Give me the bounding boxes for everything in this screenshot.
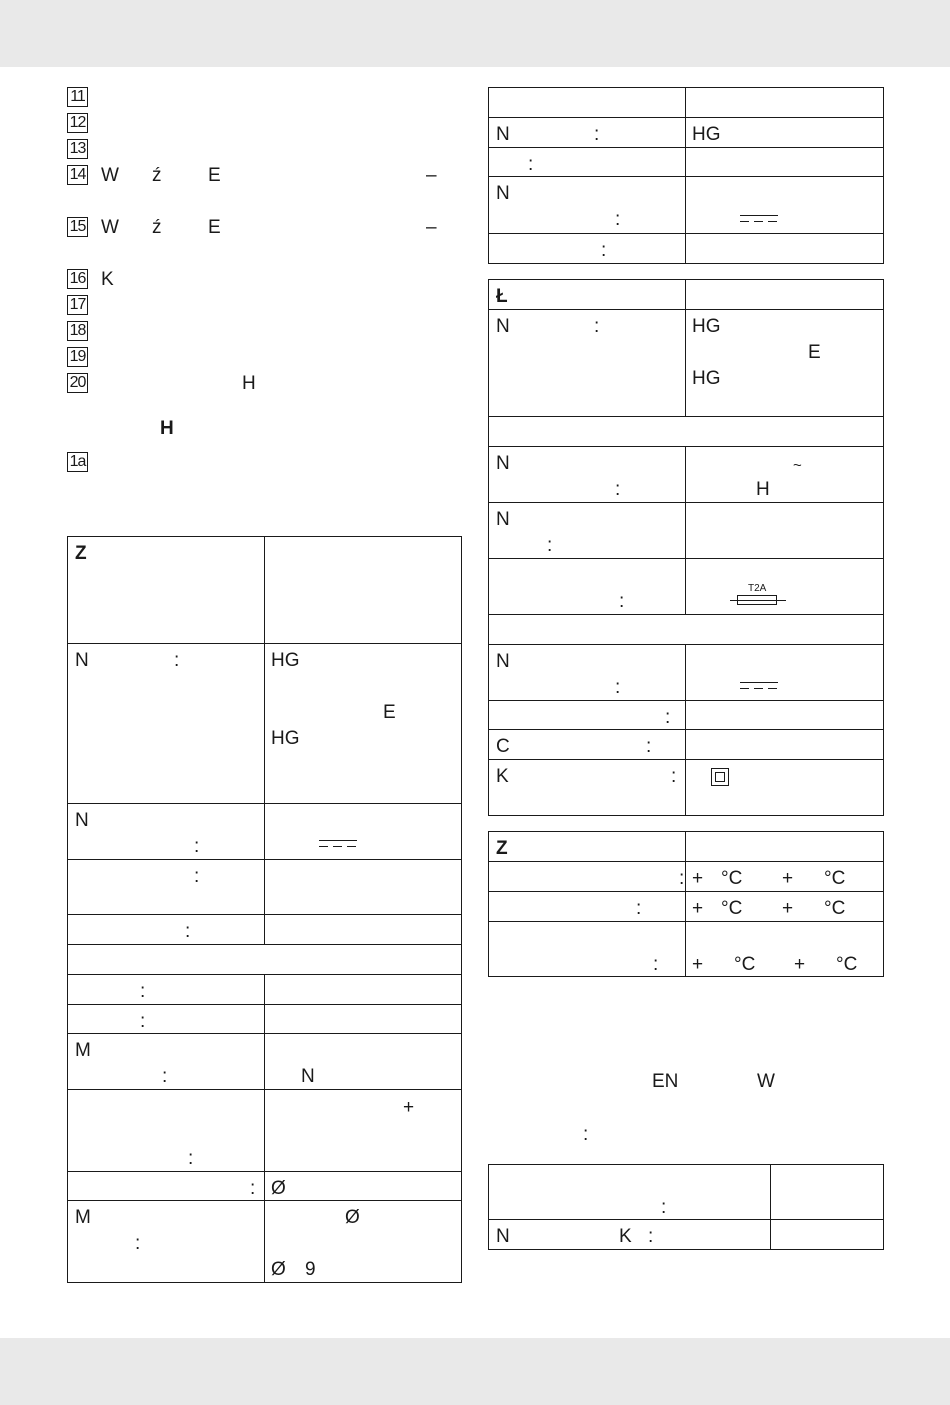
table-cell: HG E HG — [265, 644, 462, 804]
table-row — [68, 1090, 462, 1172]
table-cell: : — [68, 975, 265, 1005]
table-row — [489, 730, 884, 760]
table-row — [489, 615, 884, 645]
table-cell: Z — [68, 537, 265, 644]
legend-text: – — [426, 217, 437, 238]
table-row — [489, 559, 884, 615]
table-cell: + °C + °C — [686, 862, 884, 892]
legend-text: E — [208, 217, 221, 238]
dc-symbol-icon — [319, 840, 357, 849]
right-spec-table-3 — [488, 831, 884, 977]
table-cell: N : — [489, 503, 686, 559]
table-row — [489, 1165, 884, 1220]
table-row — [489, 832, 884, 862]
table-cell: : — [489, 701, 686, 730]
table-cell: ~ H — [686, 447, 884, 503]
legend-number: 12 — [67, 113, 88, 133]
table-row — [68, 1034, 462, 1090]
table-cell — [686, 148, 884, 177]
table-cell: : — [68, 1090, 265, 1172]
table-cell — [686, 234, 884, 264]
table-cell: : — [489, 234, 686, 264]
table-cell: Z — [489, 832, 686, 862]
table-cell — [686, 832, 884, 862]
standard-text: EN — [652, 1071, 679, 1092]
table-cell — [489, 417, 884, 447]
legend-text: W — [101, 165, 119, 186]
right-spec-table-2 — [488, 279, 884, 816]
legend-text: E — [208, 165, 221, 186]
table-cell — [265, 915, 462, 945]
dc-symbol-icon — [740, 215, 778, 224]
table-cell: + °C + °C — [686, 922, 884, 977]
table-row — [68, 537, 462, 644]
table-cell: M : — [68, 1201, 265, 1283]
table-row — [68, 975, 462, 1005]
table-row — [489, 310, 884, 417]
table-cell — [686, 280, 884, 310]
table-cell — [265, 1005, 462, 1034]
table-cell: : — [489, 1165, 771, 1220]
table-row — [489, 503, 884, 559]
subheading: H — [160, 418, 174, 439]
table-cell: : — [489, 922, 686, 977]
legend-number: 18 — [67, 321, 88, 341]
table-row — [489, 645, 884, 701]
table-row — [489, 701, 884, 730]
table-cell: : — [489, 148, 686, 177]
table-cell: N : — [489, 310, 686, 417]
table-row — [489, 417, 884, 447]
table-cell: M : — [68, 1034, 265, 1090]
note-text: W — [757, 1071, 775, 1092]
table-cell: N : — [68, 644, 265, 804]
table-cell: : — [489, 862, 686, 892]
legend-number: 11 — [67, 87, 88, 107]
table-row — [489, 280, 884, 310]
legend-number: 16 — [67, 269, 88, 289]
legend-number: 13 — [67, 139, 88, 159]
dc-symbol-icon — [740, 682, 778, 691]
table-cell: N K : — [489, 1220, 771, 1250]
table-row — [489, 177, 884, 234]
table-cell: : — [68, 1172, 265, 1201]
table-row — [68, 860, 462, 915]
table-row — [489, 922, 884, 977]
fuse-icon: T2A — [730, 584, 786, 608]
legend-number: 17 — [67, 295, 88, 315]
table-cell: : — [489, 892, 686, 922]
footer-band — [0, 1338, 950, 1405]
table-cell: N : — [489, 447, 686, 503]
protection-class-ii-icon — [711, 768, 729, 786]
table-cell — [686, 559, 884, 615]
table-row — [489, 892, 884, 922]
table-row — [489, 148, 884, 177]
legend-text: ź — [152, 217, 162, 238]
header-band — [0, 0, 950, 67]
table-cell: N : — [489, 177, 686, 234]
legend-number: 19 — [67, 347, 88, 367]
right-spec-table-1 — [488, 87, 884, 264]
table-row — [68, 644, 462, 804]
table-cell: N — [265, 1034, 462, 1090]
table-cell — [265, 860, 462, 915]
table-cell — [265, 975, 462, 1005]
table-cell: : — [68, 860, 265, 915]
legend-text: – — [426, 165, 437, 186]
table-row — [68, 945, 462, 975]
left-spec-table — [67, 536, 462, 1283]
legend-number: 14 — [67, 165, 88, 185]
table-cell: : — [68, 915, 265, 945]
table-row — [68, 804, 462, 860]
table-cell — [68, 945, 462, 975]
table-row — [68, 1172, 462, 1201]
table-cell — [489, 88, 686, 118]
table-row — [68, 1201, 462, 1283]
table-row — [489, 447, 884, 503]
table-row — [489, 88, 884, 118]
table-cell — [265, 537, 462, 644]
table-cell: + °C + °C — [686, 892, 884, 922]
table-row — [489, 862, 884, 892]
table-cell — [771, 1165, 884, 1220]
table-cell — [686, 645, 884, 701]
table-cell — [686, 701, 884, 730]
table-cell — [686, 503, 884, 559]
table-cell — [771, 1220, 884, 1250]
legend-text: W — [101, 217, 119, 238]
note-text: : — [583, 1124, 589, 1145]
table-cell — [686, 88, 884, 118]
legend-number: 20 — [67, 373, 88, 393]
table-cell: Ł — [489, 280, 686, 310]
table-cell — [686, 177, 884, 234]
legend-text: H — [242, 373, 256, 394]
table-cell: K : — [489, 760, 686, 816]
table-row — [489, 760, 884, 816]
legend-number: 1a — [67, 452, 88, 472]
table-cell — [265, 804, 462, 860]
table-cell: Ø Ø 9 — [265, 1201, 462, 1283]
table-cell: Ø — [265, 1172, 462, 1201]
table-cell: + — [265, 1090, 462, 1172]
table-row — [68, 1005, 462, 1034]
table-cell: HG — [686, 118, 884, 148]
right-spec-table-4 — [488, 1164, 884, 1250]
table-cell — [686, 730, 884, 760]
legend-number: 15 — [67, 217, 88, 237]
table-row — [489, 1220, 884, 1250]
table-cell: : — [489, 559, 686, 615]
table-cell: C : — [489, 730, 686, 760]
table-cell — [686, 760, 884, 816]
legend-text: K — [101, 269, 114, 290]
table-cell: N : — [489, 645, 686, 701]
table-cell: N : — [68, 804, 265, 860]
table-cell: HG E HG — [686, 310, 884, 417]
table-row — [68, 915, 462, 945]
table-cell: : — [68, 1005, 265, 1034]
table-row — [489, 234, 884, 264]
table-cell — [489, 615, 884, 645]
legend-text: ź — [152, 165, 162, 186]
table-row — [489, 118, 884, 148]
table-cell: N : — [489, 118, 686, 148]
